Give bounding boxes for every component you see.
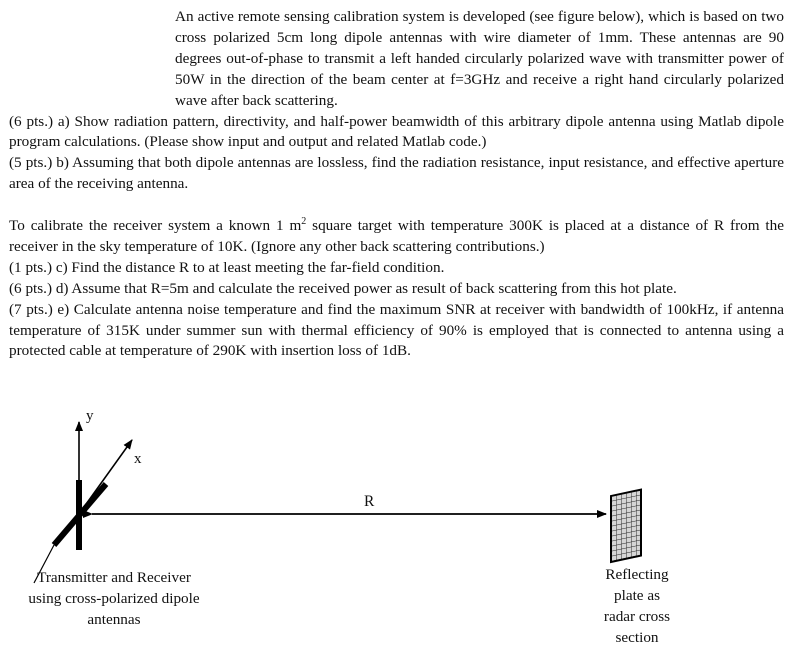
- calibration-paragraph: [9, 216, 784, 258]
- problem-text: [9, 7, 784, 362]
- part-e: (7 pts.) e) Calculate antenna noise temperature and find the maximum SNR at receiver with bandwidth of 100kHz, if antenna temperature of 315K under summer sun with thermal efficiency of 90% is employed that is connected to antenna using a protected cable at temperature of 290K with insertion loss of 1dB.: [9, 300, 784, 360]
- left-label-line: using cross-polarized dipole: [28, 590, 200, 607]
- part-a: (6 pts.) a) Show radiation pattern, directivity, and half-power beamwidth of this arbitrary dipole antenna using Matlab dipole program calculations. (Please show input and output and related Matlab code.): [9, 112, 784, 151]
- left-label-line: Transmitter and Receiver: [37, 569, 191, 586]
- reflecting-plate: [611, 490, 641, 562]
- transmitter-receiver-label: [0, 567, 228, 630]
- intro-paragraph: An active remote sensing calibration system is developed (see figure below), which is based on two cross polarized 5cm long dipole antennas with wire diameter of 1mm. These antennas are 90 degrees out-of-phase to transmit a left handed circularly polarized wave with transmitter power of 50W in the direction of the beam center at f=3GHz and receive a right hand circularly polarized wave after back scattering.: [175, 8, 784, 109]
- calib-post: square target with temperature 300K is placed at a distance of R from the receiver in the sky temperature of 10K. (Ignore any other back scattering contributions.): [9, 217, 784, 255]
- part-d: (6 pts.) d) Assume that R=5m and calculate the received power as result of back scattering from this hot plate.: [9, 279, 677, 297]
- y-axis-label: y: [86, 408, 94, 424]
- part-b: (5 pts.) b) Assuming that both dipole antennas are lossless, find the radiation resistance, input resistance, and effective aperture area of the receiving antenna.: [9, 154, 784, 193]
- distance-label: R: [364, 493, 375, 510]
- part-c: (1 pts.) c) Find the distance R to at least meeting the far-field condition.: [9, 258, 445, 276]
- calib-pre: To calibrate the receiver system a known 1 m: [9, 217, 302, 235]
- figure: [0, 400, 801, 672]
- right-label-line: radar cross: [603, 608, 671, 625]
- right-label-line: plate as: [614, 587, 660, 604]
- right-label-line: Reflecting: [605, 566, 669, 583]
- reflecting-plate-label: [582, 564, 692, 648]
- x-axis-label: x: [134, 451, 142, 467]
- calib-sup: 2: [301, 215, 307, 227]
- right-label-line: section: [615, 629, 659, 646]
- left-label-line: antennas: [87, 611, 141, 628]
